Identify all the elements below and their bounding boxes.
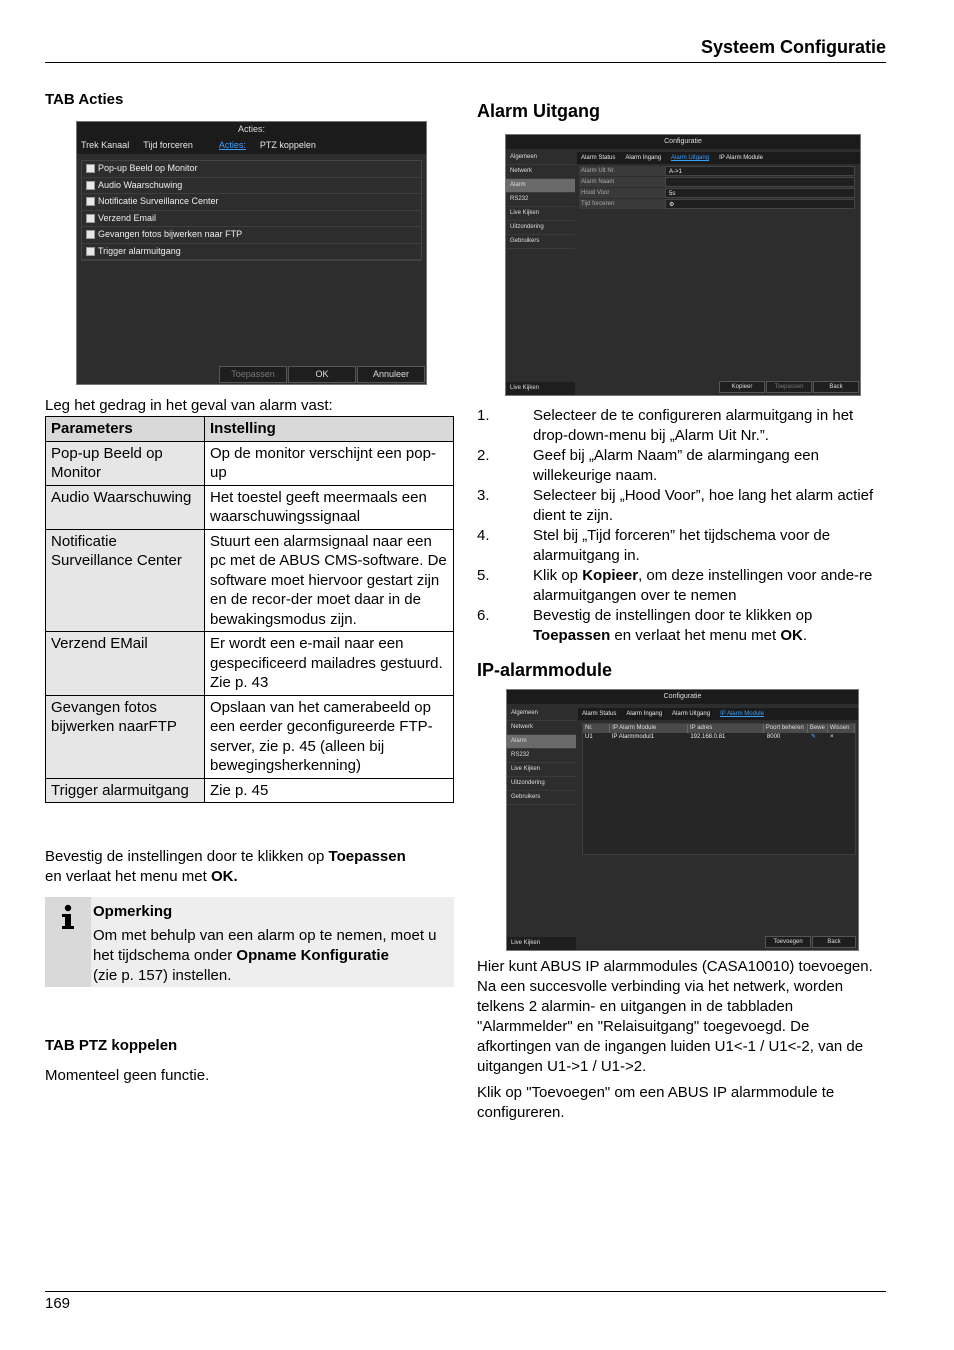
acties-option-label: Verzend Email	[98, 212, 157, 223]
table-row	[46, 485, 454, 529]
config1-tab-alarm-status[interactable]: Alarm Status	[581, 155, 616, 161]
config2-side-menu	[507, 707, 576, 937]
acties-option-label: Trigger alarmuitgang	[98, 245, 181, 256]
table-header-parameters: Parameters	[46, 417, 205, 442]
step-number: 6.	[477, 607, 490, 624]
config-field-label: Tijd forceren	[579, 199, 665, 209]
config-alarm-uitgang-screen	[505, 134, 861, 396]
config-field-row	[579, 166, 855, 176]
parameter-cell: Trigger alarmuitgang	[46, 778, 205, 803]
parameter-cell: Pop-up Beeld op Monitor	[46, 441, 205, 485]
side-menu-item[interactable]: RS232	[506, 193, 575, 207]
step-text: Geef bij „Alarm Naam” de alarmingang een willekeurige naam.	[533, 447, 819, 484]
tab-acties[interactable]: Acties:	[218, 140, 246, 150]
acties-option-row[interactable]	[82, 178, 421, 195]
footer-rule	[45, 1291, 886, 1292]
ip-module-table	[582, 723, 856, 855]
list-item	[477, 406, 887, 446]
checkbox[interactable]	[86, 230, 95, 239]
tab-ptz-heading: TAB PTZ koppelen	[45, 1037, 178, 1054]
edit-icon[interactable]: ✎	[810, 734, 816, 740]
list-item	[477, 486, 887, 526]
config2-tabbar	[578, 708, 859, 720]
acties-option-label: Pop-up Beeld op Monitor	[98, 163, 198, 173]
note-text-bold: Opname Konfiguratie	[236, 947, 389, 964]
parameter-cell: Notificatie Surveillance Center	[46, 529, 205, 632]
side-menu-item[interactable]: Live Kijken	[507, 763, 576, 777]
list-item	[477, 446, 887, 486]
side-menu-item[interactable]: Algemeen	[506, 151, 575, 165]
alarm-uitgang-heading: Alarm Uitgang	[477, 101, 601, 121]
config-field-value[interactable]	[665, 177, 855, 187]
config-field-label: Hood Voor	[579, 188, 665, 198]
side-menu-item[interactable]: Uitzondering	[506, 221, 575, 235]
ip-cell: 8000	[766, 734, 781, 740]
instelling-cell: Op de monitor verschijnt een pop-up	[205, 441, 454, 485]
instelling-cell: Stuurt een alarmsignaal naar een pc met de ABUS CMS-software. De software moet hiervoor gestart zijn en de recor-der moet daar in de bewakingsmodus zijn.	[205, 529, 454, 632]
step-number: 4.	[477, 527, 490, 544]
acties-option-row[interactable]	[82, 211, 421, 228]
acties-option-row[interactable]	[82, 244, 421, 261]
config-field-label: Alarm Uit Nr.	[579, 166, 665, 176]
config1-tab-ip-alarm-module[interactable]: IP Alarm Module	[719, 155, 763, 161]
parameter-cell: Verzend EMail	[46, 632, 205, 696]
add-button[interactable]: Toevoegen	[765, 936, 811, 948]
tab-acties-heading: TAB Acties	[45, 91, 124, 108]
config-field-value[interactable]: 5s	[665, 188, 855, 198]
ip-column-header: Nr.	[583, 724, 610, 733]
config2-tab-alarm-uitgang[interactable]: Alarm Uitgang	[672, 711, 711, 717]
checkbox[interactable]	[86, 164, 95, 173]
ok-button[interactable]: OK	[288, 366, 356, 383]
step-bold: Kopieer	[582, 567, 639, 584]
side-menu-item[interactable]: Alarm	[506, 179, 575, 193]
confirm-text-pre: Bevestig de instellingen door te klikken op	[45, 848, 329, 865]
checkbox[interactable]	[86, 197, 95, 206]
note-title: Opmerking	[93, 903, 173, 920]
confirm-ok: OK.	[210, 868, 238, 885]
ip-paragraph-2: Klik op "Toevoegen" om een ABUS IP alarmmodule te configureren.	[477, 1084, 835, 1121]
acties-option-row[interactable]	[82, 194, 421, 211]
acties-option-row[interactable]	[82, 227, 421, 244]
step-text: , om deze instellingen voor ande-re alarmuitgangen over te nemen	[533, 567, 873, 604]
checkbox[interactable]	[86, 181, 95, 190]
acties-option-label: Gevangen fotos bijwerken naar FTP	[98, 229, 243, 239]
config-field-label: Alarm Naam	[579, 177, 665, 187]
config-field-row	[579, 199, 855, 209]
apply-button[interactable]: Toepassen	[219, 366, 287, 383]
acties-dialog	[76, 121, 427, 385]
ip-column-header: IP Alarm Module	[610, 724, 688, 733]
ip-column-header: Bewe	[808, 724, 828, 733]
ip-alarmmodule-heading: IP-alarmmodule	[477, 660, 613, 680]
step-number: 2.	[477, 447, 490, 464]
note-text	[93, 926, 451, 986]
config2-tab-alarm-status[interactable]: Alarm Status	[582, 711, 617, 717]
checkbox[interactable]	[86, 247, 95, 256]
ip-column-header: Poort beheren	[764, 724, 808, 733]
instelling-cell: Het toestel geeft meermaals een waarschuwingssignaal	[205, 485, 454, 529]
config2-back-button[interactable]: Back	[812, 936, 856, 948]
table-header-row	[46, 417, 454, 442]
step-text: Klik op	[533, 567, 583, 584]
confirm-text	[45, 847, 454, 887]
instelling-cell: Zie p. 45	[205, 778, 454, 803]
config2-live-kijken[interactable]: Live Kijken	[507, 937, 576, 951]
instelling-cell: Er wordt een e-mail naar een gespecificeerd mailadres gestuurd. Zie p. 43	[205, 632, 454, 696]
instelling-cell: Opslaan van het camerabeeld op een eerder geconfigureerde FTP-server, zie p. 45 (alleen bij bewegingsherkenning)	[205, 695, 454, 778]
parameter-cell: Audio Waarschuwing	[46, 485, 205, 529]
side-menu-item[interactable]: Netwerk	[506, 165, 575, 179]
step-text: Stel bij „Tijd forceren” het tijdschema voor de alarmuitgang in.	[533, 527, 831, 564]
ptz-text: Momenteel geen functie.	[45, 1067, 210, 1084]
step-bold: OK	[780, 627, 803, 644]
acties-dialog-title: Acties:	[77, 122, 426, 136]
config2-title: Configuratie	[507, 690, 858, 704]
config-field-value[interactable]: A->1	[665, 166, 855, 176]
note-text-post: (zie p. 157) instellen.	[93, 967, 232, 984]
list-item	[477, 526, 887, 566]
acties-tabbar	[77, 136, 426, 154]
tab-trek-kanaal[interactable]: Trek Kanaal	[81, 140, 130, 150]
side-menu-item[interactable]: Gebruikers	[507, 791, 576, 805]
ip-column-header: IP adres	[688, 724, 764, 733]
page-number: 169	[45, 1295, 71, 1312]
table-row	[46, 632, 454, 696]
table-row	[46, 778, 454, 803]
list-item	[477, 566, 887, 606]
step-number: 5.	[477, 567, 490, 584]
header-rule	[45, 62, 886, 63]
info-icon	[45, 897, 91, 937]
table-row[interactable]	[583, 733, 855, 742]
side-menu-item[interactable]: Algemeen	[507, 707, 576, 721]
config1-apply-button[interactable]: Toepassen	[766, 381, 812, 393]
table-row	[46, 695, 454, 778]
config-field-value[interactable]: ⚙	[665, 199, 855, 209]
config-ip-alarm-screen	[506, 689, 859, 951]
copy-button[interactable]: Kopieer	[719, 381, 765, 393]
ip-module-table-header	[583, 724, 855, 733]
delete-icon[interactable]: ×	[830, 734, 834, 740]
ip-column-header: Wissen	[828, 724, 855, 733]
parameter-cell: Gevangen fotos bijwerken naarFTP	[46, 695, 205, 778]
config1-live-kijken[interactable]: Live Kijken	[506, 382, 575, 396]
note-content	[93, 902, 451, 986]
confirm-toepassen: Toepassen	[328, 848, 406, 865]
table-header-instelling: Instelling	[205, 417, 454, 442]
tab-ptz-koppelen[interactable]: PTZ koppelen	[259, 140, 316, 150]
table-row	[46, 441, 454, 485]
config1-back-button[interactable]: Back	[813, 381, 859, 393]
acties-option-label: Audio Waarschuwing	[98, 179, 183, 190]
step-text: en verlaat het menu met	[610, 627, 781, 644]
checkbox[interactable]	[86, 214, 95, 223]
note-text-pre: Om met behulp van een alarm op te nemen, moet u het tijdschema onder	[93, 927, 437, 964]
config1-tab-alarm-ingang[interactable]: Alarm Ingang	[625, 155, 662, 161]
config1-fields	[579, 166, 855, 210]
step-text: Bevestig de instellingen door te klikken op	[533, 607, 813, 624]
list-item	[477, 606, 887, 646]
ip-cell: U1	[585, 734, 593, 740]
page-header-title: Systeem Configuratie	[700, 37, 886, 57]
confirm-text-mid: en verlaat het menu met	[45, 868, 211, 885]
step-text: Selecteer de te configureren alarmuitgang in het drop-down-menu bij „Alarm Uit Nr.”.	[533, 407, 854, 444]
config-field-row	[579, 177, 855, 187]
info-icon-panel	[45, 897, 91, 987]
side-menu-item[interactable]: Live Kijken	[506, 207, 575, 221]
ip-cell: 192.168.0.81	[690, 734, 726, 740]
table-intro: Leg het gedrag in het geval van alarm vast:	[45, 397, 333, 414]
config1-tab-alarm-uitgang[interactable]: Alarm Uitgang	[671, 155, 710, 161]
step-text: Selecteer bij „Hood Voor”, hoe lang het alarm actief dient te zijn.	[533, 487, 874, 524]
config1-side-menu	[506, 151, 575, 381]
side-menu-item[interactable]: RS232	[507, 749, 576, 763]
step-bold: Toepassen	[533, 627, 611, 644]
side-menu-item[interactable]: Alarm	[507, 735, 576, 749]
parameters-table	[45, 416, 454, 803]
side-menu-item[interactable]: Gebruikers	[506, 235, 575, 249]
config2-tab-ip-alarm-module[interactable]: IP Alarm Module	[720, 711, 764, 717]
cancel-button[interactable]: Annuleer	[357, 366, 425, 383]
step-number: 1.	[477, 407, 490, 424]
ip-paragraph-1: Hier kunt ABUS IP alarmmodules (CASA10010) toevoegen. Na een succesvolle verbinding via het netwerk, worden telkens 2 alarmin- en uitgangen in de tabbladen "Alarmmelder" en "Relaisuitgang" toegevoegd. De afkortingen van de ingangen luiden U1<-1 / U1<-2, van de uitgangen U1->1 / U1->2.	[477, 958, 873, 1075]
acties-checkbox-list	[81, 160, 422, 261]
config2-tab-alarm-ingang[interactable]: Alarm Ingang	[626, 711, 663, 717]
config1-title: Configuratie	[506, 135, 860, 149]
step-text: .	[802, 627, 808, 644]
step-number: 3.	[477, 487, 490, 504]
config1-tabbar	[577, 152, 861, 164]
tab-tijd-forceren[interactable]: Tijd forceren	[143, 140, 193, 150]
side-menu-item[interactable]: Netwerk	[507, 721, 576, 735]
acties-option-row[interactable]	[82, 161, 421, 178]
acties-option-label: Notificatie Surveillance Center	[98, 196, 219, 206]
steps-list	[477, 406, 887, 646]
config-field-row	[579, 188, 855, 198]
side-menu-item[interactable]: Uitzondering	[507, 777, 576, 791]
table-row	[46, 529, 454, 632]
ip-cell: IP Alarmmodul1	[611, 734, 655, 740]
